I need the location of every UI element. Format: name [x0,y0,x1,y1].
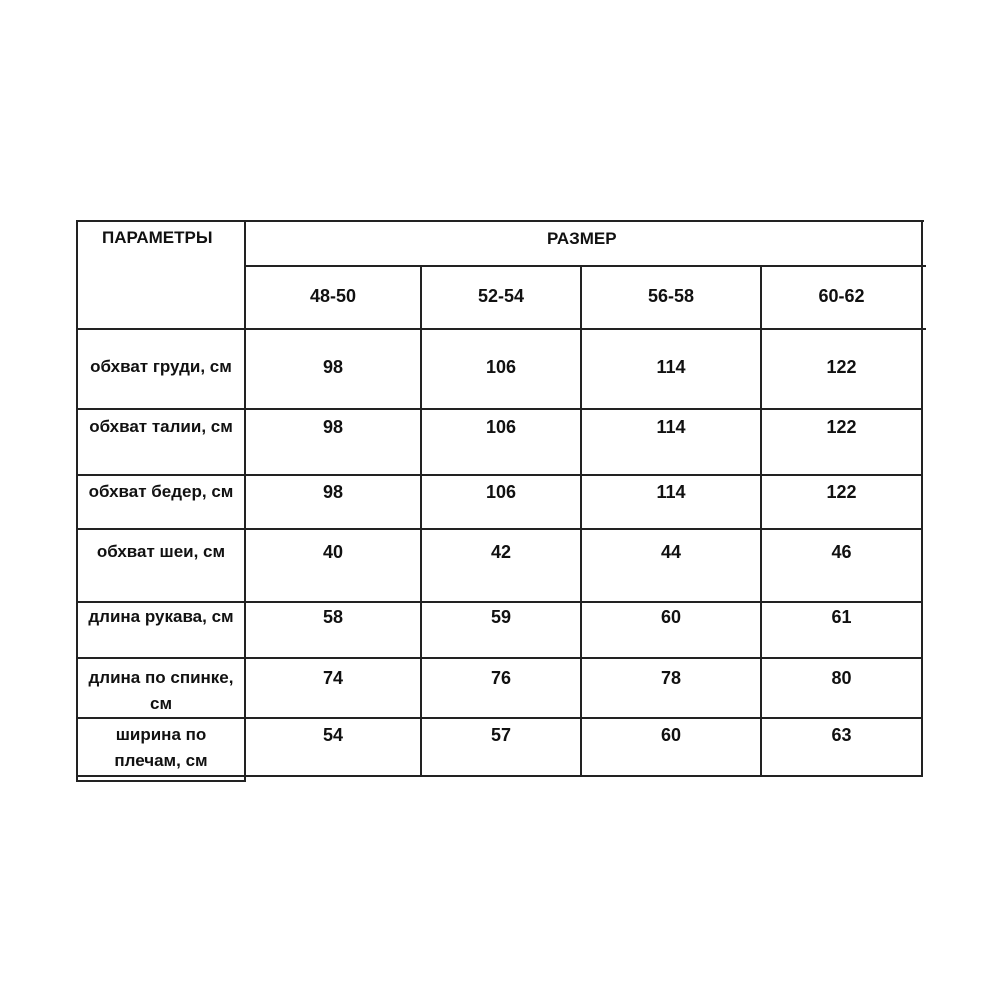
table-border-top [76,220,924,222]
table-cell: 42 [490,542,512,562]
column-divider [760,265,762,777]
size-header: РАЗМЕР [547,229,617,248]
table-cell: 98 [322,482,344,502]
table-cell: 114 [656,417,686,437]
size-column-header: 56-58 [647,286,695,306]
row-divider [76,601,922,603]
column-divider [420,265,422,777]
row-label: обхват шеи, см [96,542,226,561]
row-divider [76,528,922,530]
table-cell: 60 [660,725,682,745]
row-divider [76,408,922,410]
row-label: обхват талии, см [89,417,233,436]
row-divider [76,657,922,659]
table-cell: 46 [831,542,852,562]
table-cell: 61 [831,607,852,627]
table-cell: 122 [826,417,857,437]
row-label: обхват бедер, см [88,482,234,501]
table-cell: 60 [660,607,682,627]
table-cell: 54 [322,725,344,745]
table-cell: 114 [656,482,686,502]
table-cell: 106 [485,357,517,377]
row-divider [76,717,922,719]
row-divider [76,474,922,476]
row-label: обхват груди, см [90,357,232,376]
row-label: длина рукава, см [88,607,234,626]
row-divider [76,775,922,777]
row-label: ширина по плечам, см [114,725,208,770]
table-cell: 106 [485,417,517,437]
table-cell: 80 [831,668,852,688]
table-cell: 58 [322,607,344,627]
table-cell: 59 [490,607,512,627]
row-label: длина по спинке, см [88,668,234,713]
size-subheader-divider [244,265,926,267]
table-cell: 122 [826,357,857,377]
table-cell: 44 [660,542,682,562]
table-border-right [921,220,923,777]
size-column-header: 60-62 [818,286,865,306]
parameters-header: ПАРАМЕТРЫ [102,228,213,247]
table-cell: 63 [831,725,852,745]
table-cell: 98 [322,417,344,437]
table-cell: 74 [322,668,344,688]
table-cell: 114 [656,357,686,377]
table-cell: 76 [490,668,512,688]
table-cell: 78 [660,668,682,688]
table-cell: 40 [322,542,344,562]
table-cell: 57 [490,725,512,745]
column-divider [580,265,582,777]
table-border-bottom [76,780,246,782]
size-column-header: 48-50 [309,286,357,306]
table-cell: 122 [826,482,857,502]
header-bottom-border [76,328,926,330]
table-cell: 106 [485,482,517,502]
size-column-header: 52-54 [477,286,525,306]
table-cell: 98 [322,357,344,377]
